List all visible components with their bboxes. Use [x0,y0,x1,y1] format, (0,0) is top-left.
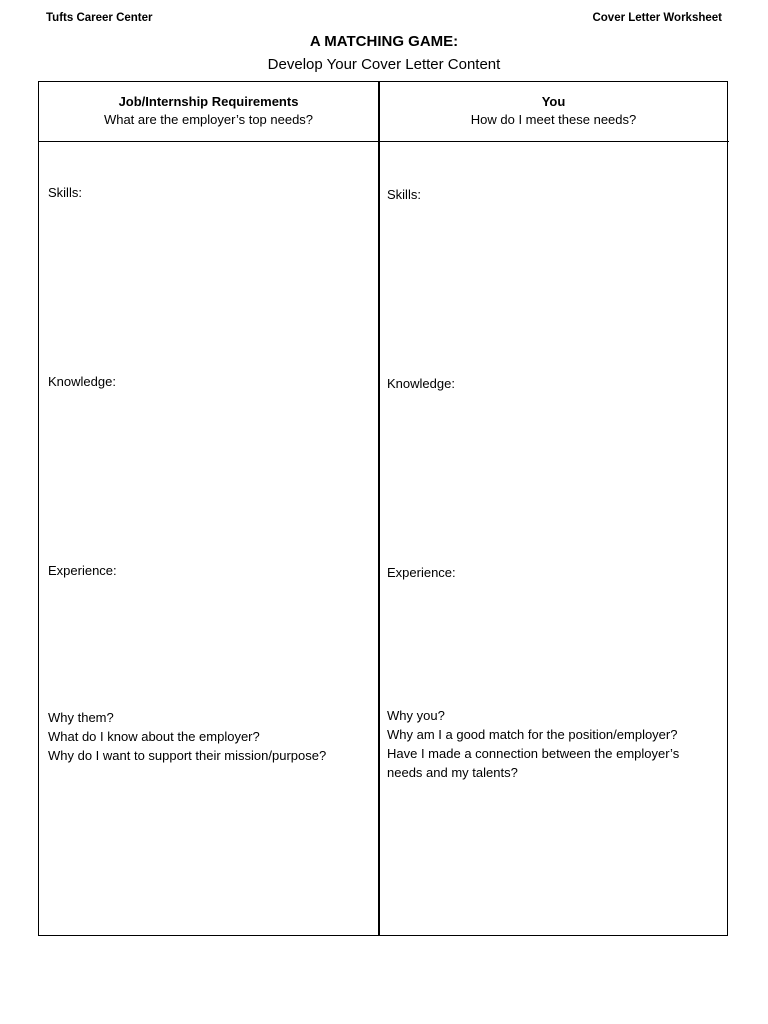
right-skills-label: Skills: [387,187,421,202]
right-column-subheading: How do I meet these needs? [470,112,637,127]
header-doc-name: Cover Letter Worksheet [592,12,722,24]
right-why-line: Why am I a good match for the position/employer? [387,727,678,742]
right-why-line: needs and my talents? [387,765,518,780]
left-skills-label: Skills: [48,185,82,200]
right-why-block [387,706,679,782]
worksheet-table [38,81,728,936]
page-subtitle: Develop Your Cover Letter Content [267,56,501,73]
right-why-line: Why you? [387,708,445,723]
header-org: Tufts Career Center [46,12,153,24]
right-column-header [380,93,727,129]
left-column-subheading: What are the employer’s top needs? [103,112,314,127]
left-experience-label: Experience: [48,563,117,578]
left-column-header [39,93,378,129]
left-knowledge-label: Knowledge: [48,374,116,389]
page-title: A MATCHING GAME: [309,33,459,50]
left-why-line: Why them? [48,710,114,725]
right-why-line: Have I made a connection between the employer’s [387,746,680,761]
column-divider [378,82,380,935]
left-why-block [48,708,326,765]
right-knowledge-label: Knowledge: [387,376,455,391]
left-why-line: What do I know about the employer? [48,729,260,744]
right-column-heading: You [541,94,566,109]
left-why-line: Why do I want to support their mission/purpose? [48,748,327,763]
left-column-heading: Job/Internship Requirements [118,94,299,109]
header-row-divider [39,141,729,142]
right-experience-label: Experience: [387,565,456,580]
